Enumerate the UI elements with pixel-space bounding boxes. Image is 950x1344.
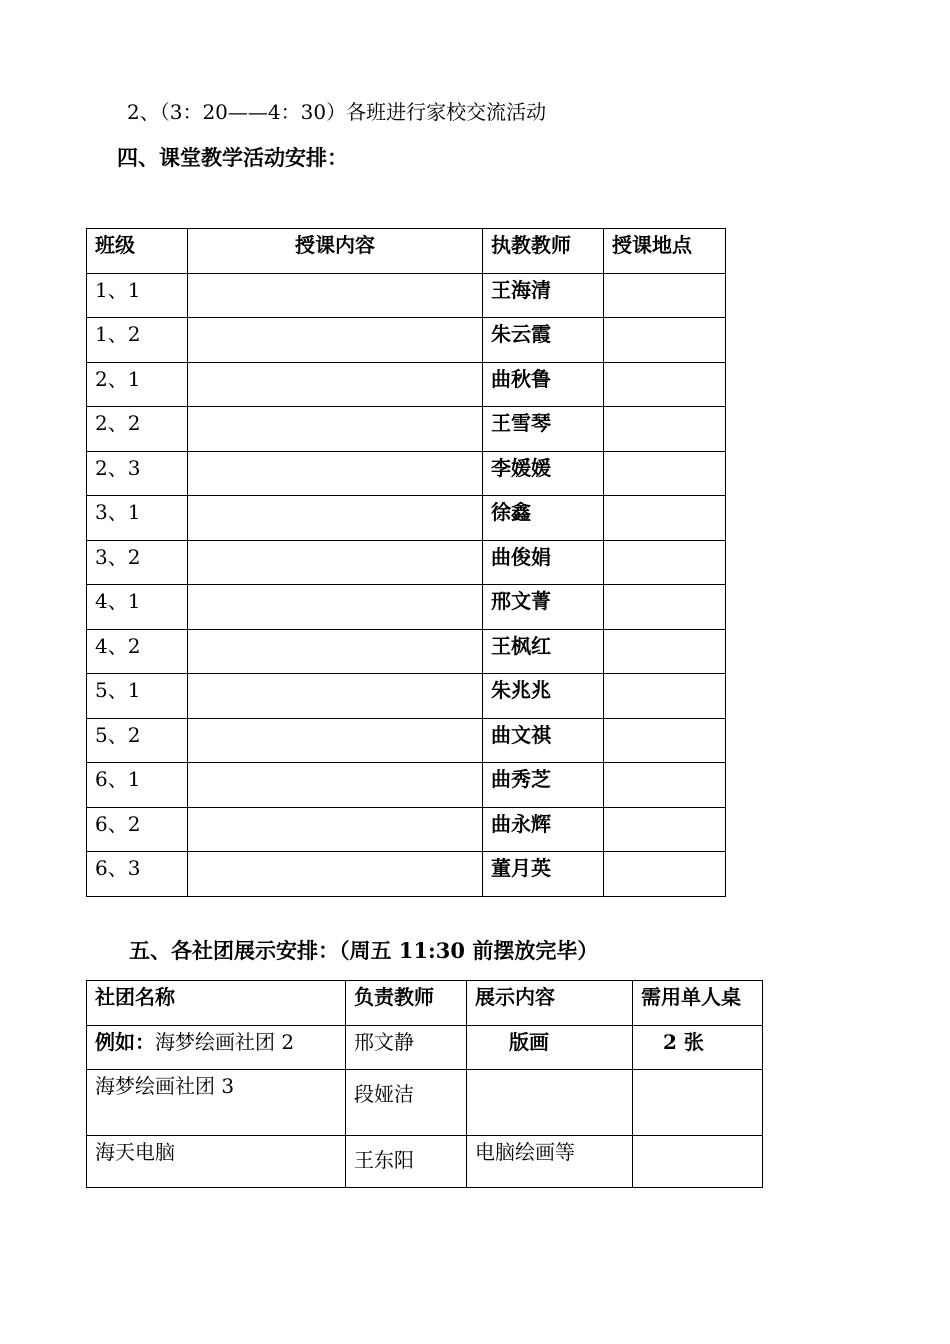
header-class: 班级 (95, 233, 135, 257)
club-header-row (87, 981, 763, 1026)
location-cell-text (604, 496, 725, 500)
teacher-cell (483, 629, 604, 674)
club-row (87, 1070, 763, 1136)
location-cell (604, 496, 726, 541)
class-cell (87, 585, 188, 630)
teacher-cell-text: 王海清 (491, 277, 551, 302)
header-cell (188, 229, 483, 274)
table-row (87, 451, 726, 496)
class-cell (87, 852, 188, 897)
class-cell (87, 407, 188, 452)
lesson-table (86, 228, 726, 897)
content-cell-text (188, 852, 482, 856)
table-row (87, 852, 726, 897)
content-cell-text (188, 719, 482, 723)
club-content (467, 1070, 632, 1074)
teacher-cell (483, 852, 604, 897)
location-cell (604, 451, 726, 496)
location-cell-text (604, 763, 725, 767)
content-cell-text (188, 452, 482, 456)
location-cell (604, 629, 726, 674)
content-cell-text (188, 496, 482, 500)
table-cell (467, 1070, 633, 1136)
header-club-content: 展示内容 (475, 985, 555, 1009)
example-prefix: 例如： (95, 1030, 155, 1054)
location-cell (604, 407, 726, 452)
class-cell (87, 273, 188, 318)
class-cell (87, 451, 188, 496)
club-content: 电脑绘画等 (475, 1140, 575, 1164)
class-cell-text: 6、3 (95, 856, 141, 880)
table-cell (467, 1136, 633, 1188)
location-cell (604, 318, 726, 363)
content-cell-text (188, 541, 482, 545)
location-cell-text (604, 808, 725, 812)
example-name (87, 1026, 345, 1054)
content-cell (188, 496, 483, 541)
teacher-cell-text: 董月英 (491, 856, 551, 880)
club-desks (633, 1136, 762, 1140)
content-cell-text (188, 407, 482, 411)
table-row (87, 362, 726, 407)
section4-title: 四、课堂教学活动安排： (117, 145, 348, 170)
intro-line: 2、（3：20——4：30）各班进行家校交流活动 (127, 100, 547, 124)
header-cell (633, 981, 763, 1026)
table-cell (467, 1026, 633, 1070)
table-row (87, 763, 726, 808)
teacher-cell-text: 曲秀芝 (491, 767, 551, 791)
example-content: 版画 (509, 1030, 549, 1054)
content-cell-text (188, 318, 482, 322)
header-club-teacher: 负责教师 (354, 985, 434, 1009)
table-row (87, 718, 726, 763)
class-cell (87, 362, 188, 407)
content-cell (188, 451, 483, 496)
location-cell-text (604, 541, 725, 545)
teacher-cell (483, 674, 604, 719)
teacher-cell-text: 李媛媛 (491, 455, 551, 480)
example-desks: 2 张 (663, 1030, 704, 1054)
teacher-cell (483, 362, 604, 407)
location-cell (604, 807, 726, 852)
table-cell (346, 1070, 467, 1136)
teacher-cell (483, 585, 604, 630)
class-cell (87, 496, 188, 541)
header-content: 授课内容 (295, 233, 375, 257)
location-cell-text (604, 452, 725, 456)
teacher-cell (483, 496, 604, 541)
lesson-header-row (87, 229, 726, 274)
location-cell-text (604, 719, 725, 723)
class-cell (87, 718, 188, 763)
club-table (86, 980, 763, 1188)
table-row (87, 807, 726, 852)
table-cell (87, 1136, 346, 1188)
class-cell (87, 540, 188, 585)
location-cell (604, 362, 726, 407)
header-club-name: 社团名称 (95, 985, 175, 1009)
teacher-cell-text: 曲秋鲁 (491, 366, 551, 391)
class-cell (87, 318, 188, 363)
header-location: 授课地点 (612, 233, 692, 257)
location-cell-text (604, 407, 725, 411)
teacher-cell (483, 273, 604, 318)
content-cell (188, 540, 483, 585)
class-cell-text: 2、2 (95, 411, 141, 435)
content-cell (188, 763, 483, 808)
table-row (87, 407, 726, 452)
location-cell-text (604, 674, 725, 678)
table-row (87, 674, 726, 719)
content-cell (188, 273, 483, 318)
example-club-name: 海梦绘画社团 2 (155, 1030, 295, 1054)
location-cell (604, 674, 726, 719)
content-cell (188, 629, 483, 674)
teacher-cell (483, 407, 604, 452)
teacher-cell-text: 曲永辉 (491, 811, 551, 836)
table-row (87, 318, 726, 363)
header-club-desks: 需用单人桌 (641, 985, 741, 1009)
teacher-cell-text: 徐鑫 (491, 500, 531, 524)
location-cell-text (604, 630, 725, 634)
header-cell (87, 229, 188, 274)
club-teacher: 段娅洁 (354, 1082, 414, 1106)
header-cell (346, 981, 467, 1026)
class-cell (87, 629, 188, 674)
table-cell (633, 1136, 763, 1188)
location-cell-text (604, 852, 725, 856)
teacher-cell-text: 朱云霞 (491, 322, 551, 346)
teacher-cell (483, 807, 604, 852)
class-cell (87, 763, 188, 808)
header-cell (87, 981, 346, 1026)
teacher-cell-text: 曲俊娟 (491, 544, 551, 569)
class-cell-text: 5、1 (95, 678, 141, 702)
class-cell-text: 3、2 (95, 544, 141, 569)
content-cell (188, 718, 483, 763)
teacher-cell-text: 邢文菁 (491, 589, 551, 613)
content-cell-text (188, 363, 482, 367)
table-cell (633, 1026, 763, 1070)
club-name: 海梦绘画社团 3 (95, 1074, 235, 1098)
example-teacher: 邢文静 (354, 1030, 414, 1054)
club-row (87, 1136, 763, 1188)
teacher-cell (483, 318, 604, 363)
table-cell (346, 1136, 467, 1188)
location-cell (604, 273, 726, 318)
content-cell (188, 362, 483, 407)
content-cell (188, 585, 483, 630)
table-cell (87, 1070, 346, 1136)
class-cell-text: 4、2 (95, 633, 141, 658)
table-row (87, 496, 726, 541)
content-cell-text (188, 674, 482, 678)
class-cell-text: 4、1 (95, 589, 141, 613)
club-desks (633, 1070, 762, 1074)
table-cell (346, 1026, 467, 1070)
location-cell-text (604, 274, 725, 278)
header-teacher: 执教教师 (491, 233, 571, 257)
location-cell (604, 763, 726, 808)
section5-title: 五、各社团展示安排：（周五 11:30 前摆放完毕） (129, 938, 599, 963)
location-cell-text (604, 318, 725, 322)
club-name: 海天电脑 (95, 1140, 175, 1164)
club-example-row (87, 1026, 763, 1070)
content-cell-text (188, 630, 482, 634)
class-cell-text: 2、1 (95, 366, 141, 391)
location-cell-text (604, 585, 725, 589)
location-cell (604, 852, 726, 897)
header-cell (483, 229, 604, 274)
table-row (87, 273, 726, 318)
header-cell (604, 229, 726, 274)
header-cell (467, 981, 633, 1026)
teacher-cell (483, 763, 604, 808)
class-cell-text: 6、1 (95, 767, 141, 791)
teacher-cell-text: 曲文祺 (491, 722, 551, 747)
class-cell-text: 1、1 (95, 277, 141, 302)
class-cell-text: 5、2 (95, 722, 141, 747)
content-cell (188, 407, 483, 452)
class-cell-text: 2、3 (95, 455, 141, 480)
location-cell-text (604, 363, 725, 367)
class-cell-text: 3、1 (95, 500, 141, 524)
teacher-cell (483, 540, 604, 585)
teacher-cell-text: 王枫红 (491, 633, 551, 658)
table-row (87, 585, 726, 630)
class-cell-text: 6、2 (95, 811, 141, 836)
content-cell (188, 852, 483, 897)
class-cell (87, 674, 188, 719)
teacher-cell-text: 朱兆兆 (491, 678, 551, 702)
teacher-cell (483, 718, 604, 763)
location-cell (604, 585, 726, 630)
content-cell-text (188, 585, 482, 589)
teacher-cell (483, 451, 604, 496)
class-cell (87, 807, 188, 852)
content-cell (188, 807, 483, 852)
location-cell (604, 718, 726, 763)
table-row (87, 629, 726, 674)
location-cell (604, 540, 726, 585)
club-teacher: 王东阳 (354, 1148, 414, 1172)
content-cell-text (188, 808, 482, 812)
table-cell (87, 1026, 346, 1070)
class-cell-text: 1、2 (95, 322, 141, 346)
content-cell-text (188, 274, 482, 278)
lesson-table-body (87, 229, 726, 897)
content-cell (188, 674, 483, 719)
content-cell-text (188, 763, 482, 767)
teacher-cell-text: 王雪琴 (491, 411, 551, 435)
table-cell (633, 1070, 763, 1136)
table-row (87, 540, 726, 585)
content-cell (188, 318, 483, 363)
